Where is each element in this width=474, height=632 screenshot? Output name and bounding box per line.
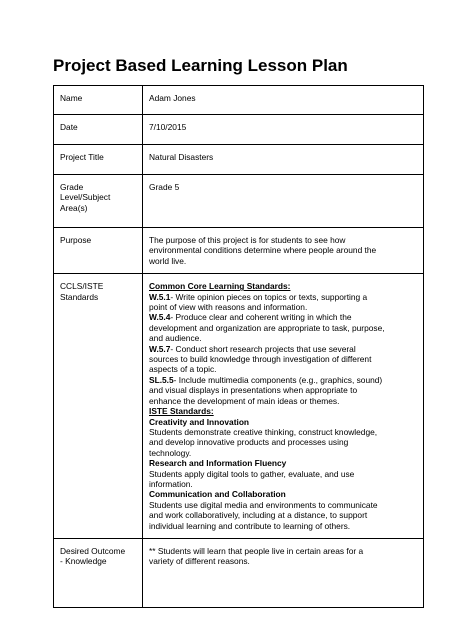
page-title: Project Based Learning Lesson Plan xyxy=(53,56,348,75)
table-row-grade xyxy=(54,175,424,228)
standard-text: - Write opinion pieces on topics or texts, supporting a xyxy=(170,291,368,302)
standards-label-line: CCLS/ISTE xyxy=(60,281,104,292)
outcome-line: variety of different reasons. xyxy=(149,556,250,567)
name-value: Adam Jones xyxy=(143,86,424,115)
standard-text: and visual displays in presentations when appropriate to xyxy=(149,385,358,396)
lesson-plan-table xyxy=(53,85,424,608)
outcome-label-line: Desired Outcome xyxy=(60,545,126,556)
standard-text: - Produce clear and coherent writing in which the xyxy=(170,312,352,323)
project-title-label: Project Title xyxy=(54,145,143,175)
table-row-date xyxy=(54,115,424,145)
standard-text: enhance the development of main ideas or themes. xyxy=(149,395,340,406)
table-row-desired-outcome xyxy=(54,538,424,607)
iste-heading: ISTE Standards: xyxy=(149,406,214,417)
grade-label-line: Area(s) xyxy=(60,202,88,213)
grade-label-line: Grade xyxy=(60,182,84,192)
standards-label xyxy=(54,274,143,539)
purpose-line: The purpose of this project is for students to see how xyxy=(149,235,346,245)
name-label: Name xyxy=(54,86,143,115)
standards-value xyxy=(143,274,424,539)
iste-text: individual learning and contribute to learning of others. xyxy=(149,520,351,531)
grade-label-line: Level/Subject xyxy=(60,192,111,203)
iste-text: Students use digital media and environments to communicate xyxy=(149,499,378,510)
standard-text: development and organization are appropriate to task, purpose, xyxy=(149,322,385,333)
outcome-line: ** Students will learn that people live in certain areas for a xyxy=(149,545,364,556)
standard-text: sources to build knowledge through investigation of different xyxy=(149,354,372,365)
iste-category: Research and Information Fluency xyxy=(149,458,287,469)
iste-text: and work collaboratively, including at a distance, to support xyxy=(149,510,368,521)
table-row-name xyxy=(54,86,424,115)
purpose-value xyxy=(143,228,424,274)
standard-code: W.5.1 xyxy=(149,291,171,302)
iste-text: technology. xyxy=(149,447,192,458)
common-core-heading: Common Core Learning Standards: xyxy=(149,281,291,292)
project-title-value: Natural Disasters xyxy=(143,145,424,175)
iste-text: and develop innovative products and processes using xyxy=(149,437,349,448)
iste-text: Students demonstrate creative thinking, construct knowledge, xyxy=(149,426,378,437)
table-row-standards xyxy=(54,274,424,539)
standard-code: W.5.4 xyxy=(149,312,171,323)
table-row-project-title xyxy=(54,145,424,175)
iste-category: Communication and Collaboration xyxy=(149,489,286,500)
grade-label xyxy=(54,175,143,228)
table-row-purpose xyxy=(54,228,424,274)
iste-text: Students apply digital tools to gather, evaluate, and use xyxy=(149,468,355,479)
grade-value: Grade 5 xyxy=(143,175,424,228)
standard-text: and audience. xyxy=(149,333,202,344)
desired-outcome-label xyxy=(54,538,143,607)
date-label: Date xyxy=(54,115,143,145)
iste-text: information. xyxy=(149,478,193,489)
outcome-label-line: - Knowledge xyxy=(60,556,107,567)
standard-text: - Include multimedia components (e.g., graphics, sound) xyxy=(173,374,383,385)
standard-text: - Conduct short research projects that use several xyxy=(170,343,356,354)
standards-label-line: Standards xyxy=(60,291,99,302)
standard-code: SL.5.5 xyxy=(149,374,174,385)
desired-outcome-value xyxy=(143,538,424,607)
iste-category: Creativity and Innovation xyxy=(149,416,250,427)
purpose-line: environmental conditions determine where people around the xyxy=(149,245,377,256)
purpose-line: world live. xyxy=(149,255,187,266)
purpose-label: Purpose xyxy=(54,228,143,274)
standard-text: point of view with reasons and information. xyxy=(149,302,308,313)
date-value: 7/10/2015 xyxy=(143,115,424,145)
standard-text: aspects of a topic. xyxy=(149,364,217,375)
standard-code: W.5.7 xyxy=(149,343,171,354)
